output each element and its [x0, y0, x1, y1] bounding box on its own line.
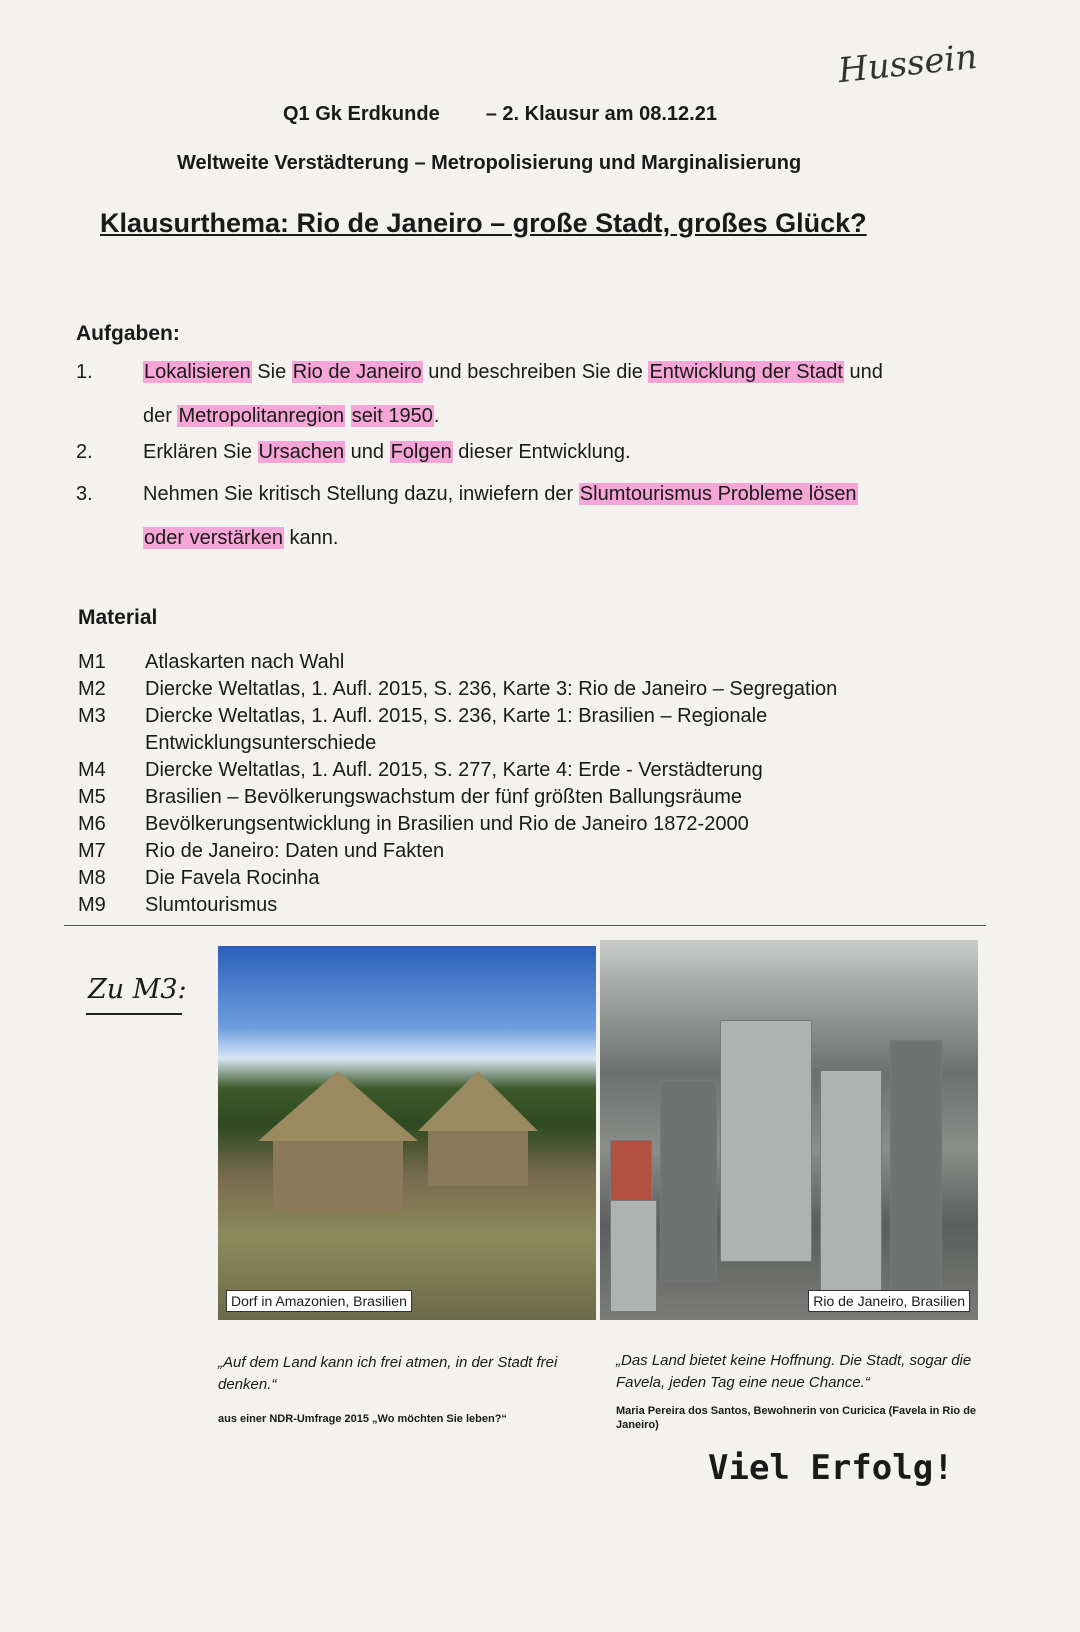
task-text: der [143, 405, 178, 427]
task-text [345, 405, 351, 427]
material-code: M2 [78, 678, 106, 700]
task-line [143, 360, 883, 384]
zu-m3-underline [86, 1013, 182, 1015]
highlighted-text: Slumtourismus Probleme lösen [579, 483, 857, 505]
building [720, 1020, 812, 1262]
material-code: M3 [78, 705, 106, 727]
building [820, 1070, 882, 1292]
building [610, 1140, 652, 1202]
task-number: 1. [76, 361, 93, 383]
exam-topic: Klausurthema: Rio de Janeiro – große Stadt, großes Glück? [100, 208, 867, 238]
material-heading: Material [78, 606, 158, 629]
material-label: Bevölkerungsentwicklung in Brasilien und Rio de Janeiro 1872-2000 [145, 813, 749, 835]
task-line [143, 440, 631, 464]
task-number: 2. [76, 441, 93, 463]
unit-title: Weltweite Verstädterung – Metropolisierung und Marginalisierung [177, 152, 802, 174]
highlighted-text: Entwicklung der Stadt [649, 361, 843, 383]
quote-left: „Auf dem Land kann ich frei atmen, in der Stadt frei denken.“ [218, 1354, 558, 1393]
hut [428, 1131, 528, 1186]
material-label: Diercke Weltatlas, 1. Aufl. 2015, S. 277, Karte 4: Erde - Verstädterung [145, 759, 763, 781]
material-label: Diercke Weltatlas, 1. Aufl. 2015, S. 236, Karte 1: Brasilien – Regionale [145, 705, 768, 727]
zu-m3-note: Zu M3: [88, 974, 187, 1005]
task-text: Nehmen Sie kritisch Stellung dazu, inwiefern der [143, 483, 579, 505]
task-text: dieser Entwicklung. [452, 441, 631, 463]
hut-roof [418, 1071, 538, 1131]
quote-right-source: Maria Pereira dos Santos, Bewohnerin von Curicica (Favela in Rio de Janeiro) [616, 1405, 977, 1431]
highlighted-text: oder verstärken [144, 527, 283, 549]
highlighted-text: Lokalisieren [144, 361, 251, 383]
quote-left-source: aus einer NDR-Umfrage 2015 „Wo möchten Sie leben?“ [218, 1413, 507, 1425]
material-label: Brasilien – Bevölkerungswachstum der fünf größten Ballungsräume [145, 786, 742, 808]
material-code: M6 [78, 813, 106, 835]
material-code: M8 [78, 867, 106, 889]
task-line [143, 526, 338, 550]
material-code: M7 [78, 840, 106, 862]
city-caption: Rio de Janeiro, Brasilien [808, 1290, 970, 1312]
building [660, 1080, 717, 1282]
task-text: kann. [283, 527, 339, 549]
highlighted-text: Ursachen [258, 441, 345, 463]
task-line [143, 404, 439, 428]
divider [64, 925, 986, 926]
task-text: und [345, 441, 390, 463]
village-caption: Dorf in Amazonien, Brasilien [226, 1290, 412, 1312]
material-label: Die Favela Rocinha [145, 867, 320, 889]
highlighted-text: Rio de Janeiro [292, 361, 422, 383]
hut-roof [258, 1071, 418, 1141]
closing-note: Viel Erfolg! [708, 1448, 954, 1488]
task-text: und beschreiben Sie die [422, 361, 649, 383]
material-code: M5 [78, 786, 106, 808]
highlighted-text: seit 1950 [351, 405, 433, 427]
tasks-heading: Aufgaben: [76, 322, 180, 345]
hut [273, 1141, 403, 1211]
city-photo [600, 940, 978, 1320]
material-code: M1 [78, 651, 106, 673]
task-number: 3. [76, 483, 93, 505]
task-text: Sie [251, 361, 292, 383]
task-text: und [843, 361, 883, 383]
task-line [143, 482, 858, 506]
exam-header [283, 103, 717, 126]
building [890, 1040, 942, 1292]
signature: Hussein [836, 36, 980, 92]
material-label: Diercke Weltatlas, 1. Aufl. 2015, S. 236, Karte 3: Rio de Janeiro – Segregation [145, 678, 838, 700]
highlighted-text: Metropolitanregion [178, 405, 345, 427]
task-text: Erklären Sie [143, 441, 258, 463]
task-text: . [433, 405, 440, 427]
material-code: M9 [78, 894, 106, 916]
exam-date: – 2. Klausur am 08.12.21 [485, 103, 717, 125]
highlighted-text: Folgen [390, 441, 452, 463]
material-label: Entwicklungsunterschiede [145, 732, 377, 754]
material-label: Slumtourismus [145, 894, 278, 916]
village-photo [218, 946, 596, 1320]
course-name: Q1 Gk Erdkunde [283, 103, 440, 125]
building [610, 1200, 657, 1312]
material-label: Rio de Janeiro: Daten und Fakten [145, 840, 445, 862]
material-code: M4 [78, 759, 106, 781]
material-label: Atlaskarten nach Wahl [145, 651, 345, 673]
quote-right: „Das Land bietet keine Hoffnung. Die Stadt, sogar die Favela, jeden Tag eine neue Chance.“ [616, 1352, 972, 1391]
